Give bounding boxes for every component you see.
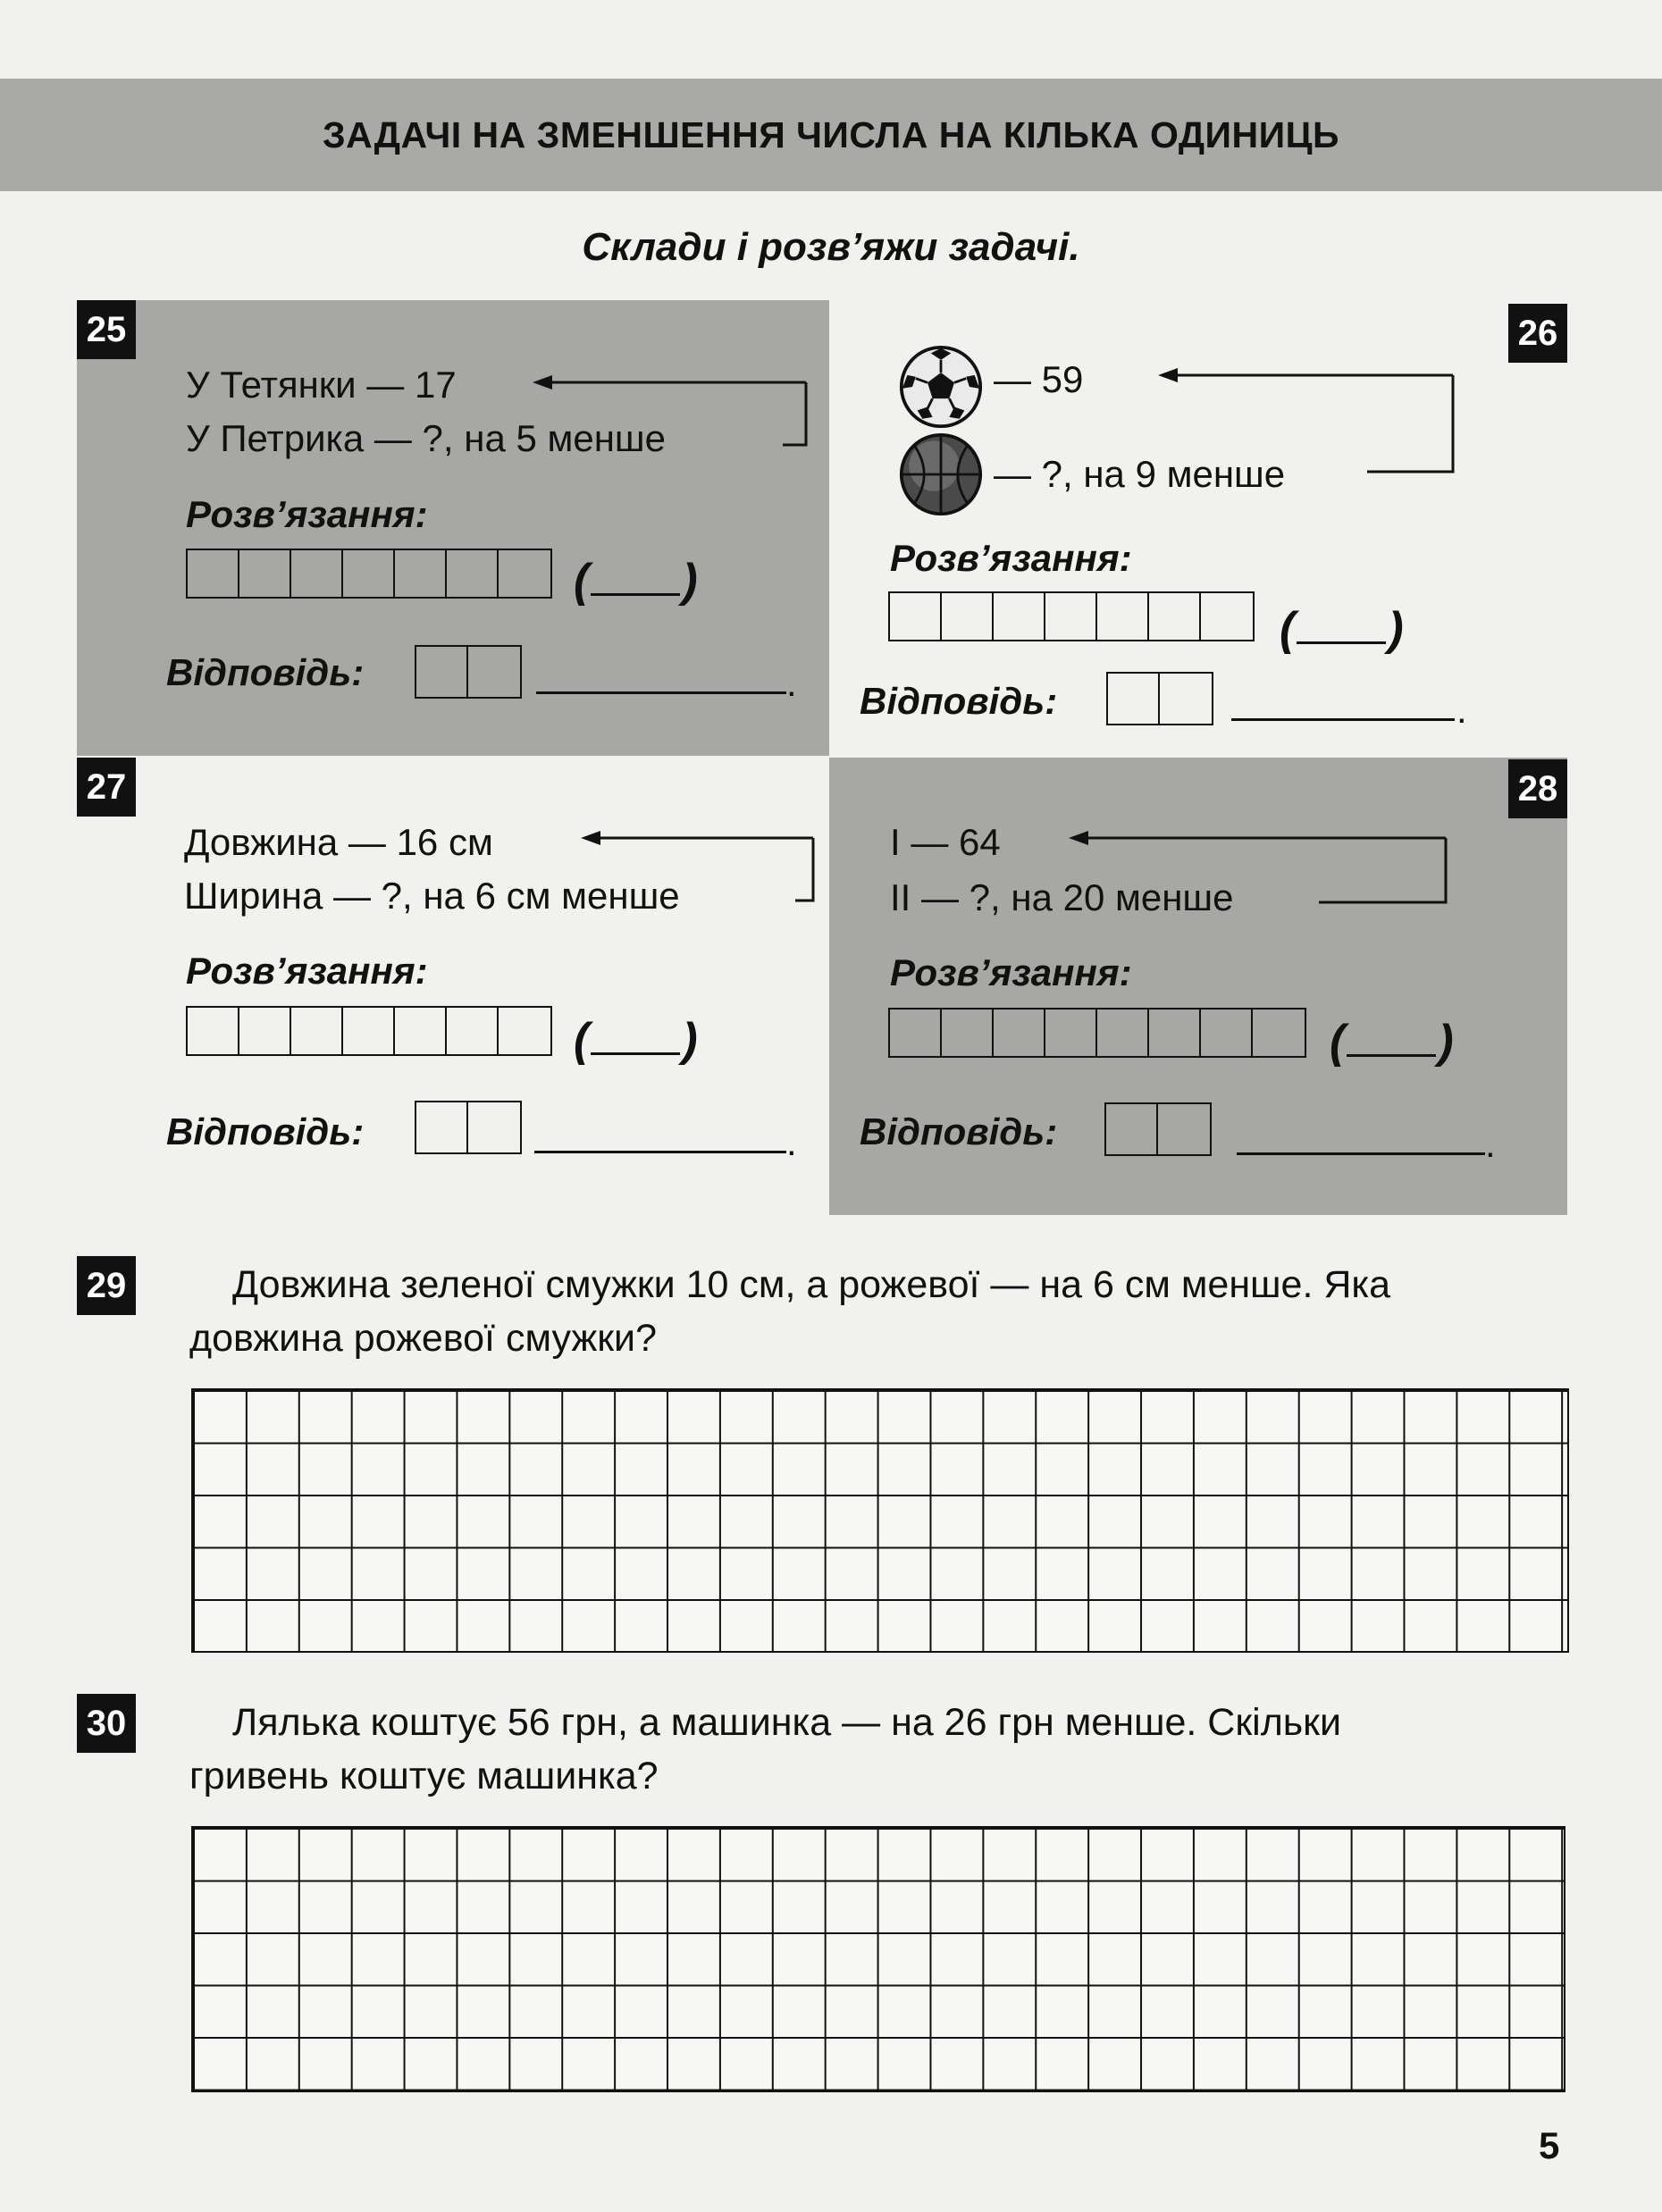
task-30-line2: гривень коштує машинка?	[189, 1755, 659, 1797]
answer-period: .	[786, 1121, 797, 1163]
task-27-line1: Довжина — 16 см	[184, 821, 493, 863]
task-number-badge: 30	[77, 1694, 136, 1753]
task-27-line2: Ширина — ?, на 6 см менше	[184, 875, 680, 917]
answer-line[interactable]	[1231, 718, 1455, 721]
soccer-ball-icon	[899, 345, 983, 429]
task-number-badge: 25	[77, 300, 136, 359]
task-25-line2: У Петрика — ?, на 5 менше	[186, 417, 666, 459]
answer-period: .	[1485, 1123, 1496, 1165]
solution-boxes[interactable]	[186, 1006, 552, 1056]
comparison-arrow	[533, 373, 818, 454]
answer-period: .	[786, 662, 797, 704]
page-title: ЗАДАЧІ НА ЗМЕНШЕННЯ ЧИСЛА НА КІЛЬКА ОДИНИЦЬ	[322, 114, 1340, 155]
task-30-text	[189, 1696, 1573, 1803]
task-28-line2: II — ?, на 20 менше	[890, 876, 1234, 918]
answer-line[interactable]	[534, 1151, 786, 1153]
solution-label: Розв’язання:	[186, 493, 428, 535]
answer-boxes[interactable]	[415, 1101, 522, 1154]
answer-label: Відповідь:	[860, 680, 1058, 722]
task-number-badge: 29	[77, 1256, 136, 1315]
comparison-arrow	[1158, 366, 1462, 482]
instruction-subtitle: Склади і розв’яжи задачі.	[582, 225, 1080, 269]
task-29-line2: довжина рожевої смужки?	[189, 1317, 657, 1360]
task-28-line1: I — 64	[890, 821, 1001, 863]
unit-answer-field[interactable]: ( )	[1280, 603, 1404, 655]
answer-label: Відповідь:	[166, 1110, 365, 1152]
task-29-line1: Довжина зеленої смужки 10 см, а рожевої — на 6 см менше. Яка	[232, 1263, 1391, 1306]
comparison-arrow	[1069, 829, 1453, 909]
solution-boxes[interactable]	[186, 549, 552, 599]
answer-label: Відповідь:	[860, 1110, 1058, 1152]
solution-label: Розв’язання:	[890, 537, 1132, 579]
task-number-badge: 28	[1508, 759, 1567, 818]
answer-boxes[interactable]	[1106, 672, 1213, 725]
basketball-icon	[899, 432, 983, 516]
task-26-line2: — ?, на 9 менше	[994, 453, 1286, 495]
answer-label: Відповідь:	[166, 651, 365, 693]
task-number-badge: 27	[77, 758, 136, 817]
solution-label: Розв’язання:	[890, 951, 1132, 993]
unit-answer-field[interactable]: ( )	[574, 555, 698, 607]
task-29-text	[189, 1258, 1573, 1365]
answer-line[interactable]	[536, 691, 786, 694]
answer-period: .	[1456, 689, 1467, 731]
unit-answer-field[interactable]: ( )	[574, 1014, 698, 1066]
solution-boxes[interactable]	[888, 591, 1255, 641]
comparison-arrow	[581, 829, 822, 909]
answer-boxes[interactable]	[415, 645, 522, 699]
answer-line[interactable]	[1237, 1152, 1485, 1155]
solution-boxes[interactable]	[888, 1008, 1306, 1058]
task-30-line1: Лялька коштує 56 грн, а машинка — на 26 грн менше. Скільки	[232, 1701, 1342, 1744]
task-30-answer-grid[interactable]	[191, 1826, 1565, 2092]
task-25-line1: У Тетянки — 17	[186, 364, 457, 406]
task-number-badge: 26	[1508, 304, 1567, 363]
task-26-line1: — 59	[994, 358, 1084, 400]
solution-label: Розв’язання:	[186, 950, 428, 992]
answer-boxes[interactable]	[1104, 1102, 1212, 1156]
task-29-answer-grid[interactable]	[191, 1388, 1569, 1653]
page-number: 5	[1539, 2124, 1560, 2166]
unit-answer-field[interactable]: ( )	[1330, 1016, 1454, 1068]
